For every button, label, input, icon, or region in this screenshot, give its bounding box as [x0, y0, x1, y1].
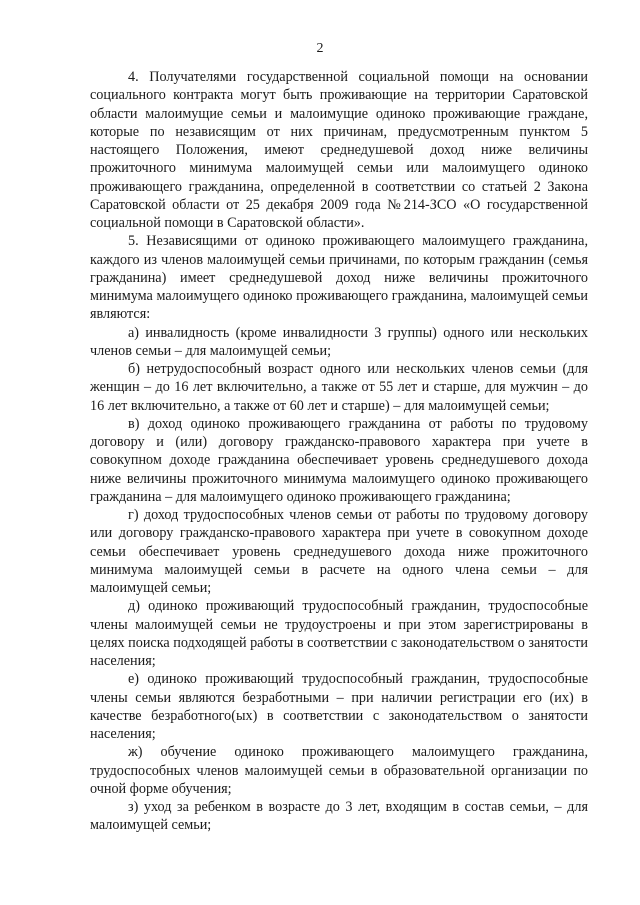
subparagraph-a: а) инвалидность (кроме инвалидности 3 группы) одного или нескольких членов семьи – для малоимущей семьи; — [90, 324, 588, 359]
subparagraph-v: в) доход одиноко проживающего гражданина от работы по трудовому договору и (или) договору гражданско-правового характера при учете в совокупном доходе гражданина обеспечивает уровень среднедушевого дохода ниже величины прожиточного минимума малоимущего одиноко проживающего гражданина – для малоимущего одиноко проживающего гражданина; — [90, 415, 588, 505]
document-body — [90, 68, 588, 835]
subparagraph-z: з) уход за ребенком в возрасте до 3 лет, входящим в состав семьи, – для малоимущей семьи; — [90, 799, 588, 834]
subparagraph-e: е) одиноко проживающий трудоспособный гражданин, трудоспособные члены семьи являются безработными – при наличии регистрации его (их) в качестве безработного(ых) в соответствии с законодательством о занятости населения; — [90, 671, 588, 742]
paragraph-4: 4. Получателями государственной социальной помощи на основании социального контракта могут быть проживающие на территории Саратовской области малоимущие семьи и малоимущие одиноко проживающие граждане, которые по независящим от них причинам, предусмотренным пунктом 5 настоящего Положения, имеют среднедушевой доход ниже величины прожиточного минимума малоимущей семьи или малоимущего одиноко проживающего гражданина, определенной в соответствии со статьей 2 Закона Саратовской области от 25 декабря 2009 года №214-ЗСО «О государственной социальной помощи в Саратовской области». — [90, 69, 588, 231]
paragraph-5: 5. Независящими от одиноко проживающего малоимущего гражданина, каждого из членов малоимущей семьи причинами, по которым гражданин (семья гражданина) имеет среднедушевой доход ниже величины прожиточного минимума малоимущего одиноко проживающего гражданина, малоимущей семьи являются: — [90, 233, 588, 323]
subparagraph-d: д) одиноко проживающий трудоспособный гражданин, трудоспособные члены малоимущей семьи не трудоустроены и при этом зарегистрированы в целях поиска подходящей работы в соответствии с законодательством о занятости населения; — [90, 598, 588, 669]
subparagraph-b: б) нетрудоспособный возраст одного или нескольких членов семьи (для женщин – до 16 лет включительно, а также от 55 лет и старше, для мужчин – до 16 лет включительно, а также от 60 лет и старше) – для малоимущей семьи; — [90, 361, 588, 414]
subparagraph-zh: ж) обучение одиноко проживающего малоимущего гражданина, трудоспособных членов малоимущей семьи в образовательной организации по очной форме обучения; — [90, 744, 588, 797]
page-number: 2 — [316, 41, 324, 56]
subparagraph-g: г) доход трудоспособных членов семьи от работы по трудовому договору или договору гражданско-правового характера при учете в совокупном доходе семьи обеспечивает уровень среднедушевого дохода ниже прожиточного минимума малоимущей семьи в расчете на одного члена семьи – для малоимущей семьи; — [90, 507, 588, 596]
